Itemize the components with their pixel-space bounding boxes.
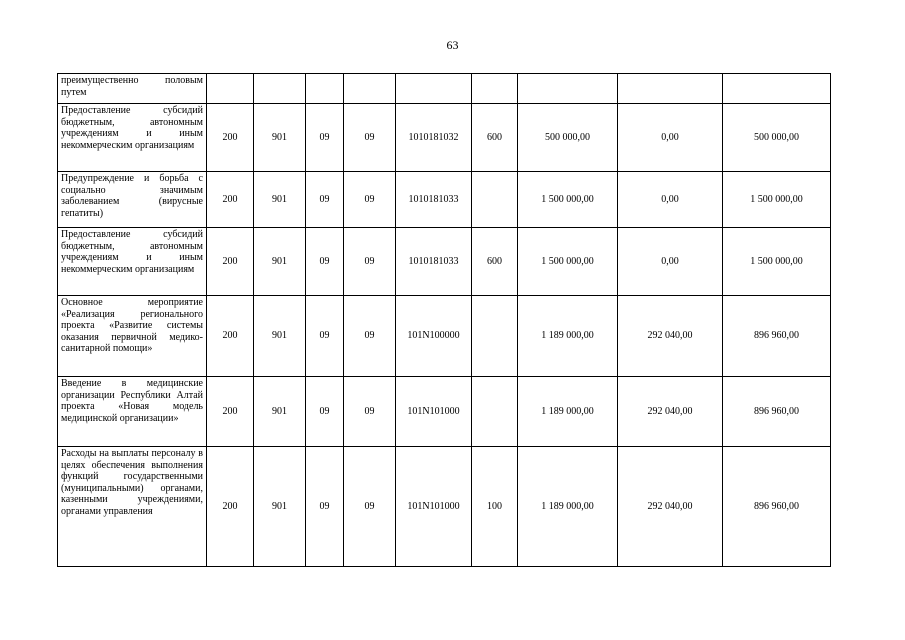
table-row [58,296,831,377]
cell-c7: 1 189 000,00 [518,296,618,377]
cell-c9: 896 960,00 [723,377,831,447]
cell-c4: 09 [344,172,396,228]
cell-c3: 09 [306,104,344,172]
cell-c1: 200 [207,104,254,172]
cell-c5: 101N101000 [396,377,472,447]
cell-c8: 292 040,00 [618,447,723,567]
row-name-cell: Предоставление субсидий бюджетным, автономным учреждениям и иным некоммерческим организациям [58,104,207,172]
cell-c4: 09 [344,447,396,567]
row-name-cell: Введение в медицинские организации Республики Алтай проекта «Новая модель медицинской организации» [58,377,207,447]
cell-c5: 1010181032 [396,104,472,172]
cell-c1: 200 [207,296,254,377]
cell-c1: 200 [207,228,254,296]
cell-c3: 09 [306,172,344,228]
cell-c1 [207,74,254,104]
cell-c2: 901 [254,228,306,296]
table-row [58,377,831,447]
cell-c2: 901 [254,296,306,377]
cell-c7: 1 189 000,00 [518,377,618,447]
cell-c1: 200 [207,172,254,228]
row-name-cell: преимущественно половым путем [58,74,207,104]
budget-table [57,73,831,567]
cell-c9: 1 500 000,00 [723,172,831,228]
cell-c8: 292 040,00 [618,377,723,447]
cell-c2: 901 [254,377,306,447]
cell-c3 [306,74,344,104]
cell-c8: 0,00 [618,228,723,296]
cell-c2 [254,74,306,104]
cell-c2: 901 [254,447,306,567]
row-name-cell: Расходы на выплаты персоналу в целях обеспечения выполнения функций государственными (муниципальными) органами, казенными учреждениями, органами управления [58,447,207,567]
cell-c3: 09 [306,377,344,447]
cell-c2: 901 [254,104,306,172]
cell-c1: 200 [207,447,254,567]
cell-c5: 1010181033 [396,172,472,228]
cell-c4: 09 [344,296,396,377]
cell-c4: 09 [344,228,396,296]
cell-c6 [472,377,518,447]
cell-c6 [472,296,518,377]
cell-c9: 500 000,00 [723,104,831,172]
row-name-cell: Предупреждение и борьба с социально значимым заболеванием (вирусные гепатиты) [58,172,207,228]
cell-c4: 09 [344,104,396,172]
cell-c7: 1 500 000,00 [518,228,618,296]
cell-c7: 1 500 000,00 [518,172,618,228]
table-row [58,172,831,228]
table-row [58,104,831,172]
cell-c8 [618,74,723,104]
cell-c5 [396,74,472,104]
page-number: 63 [446,38,459,52]
table-row [58,447,831,567]
cell-c4: 09 [344,377,396,447]
cell-c6: 600 [472,104,518,172]
cell-c1: 200 [207,377,254,447]
cell-c5: 101N100000 [396,296,472,377]
cell-c2: 901 [254,172,306,228]
row-name-cell: Предоставление субсидий бюджетным, автономным учреждениям и иным некоммерческим организациям [58,228,207,296]
row-name-cell: Основное мероприятие «Реализация регионального проекта «Развитие системы оказания первичной медико-санитарной помощи» [58,296,207,377]
cell-c7 [518,74,618,104]
cell-c3: 09 [306,447,344,567]
cell-c6 [472,74,518,104]
cell-c9: 896 960,00 [723,296,831,377]
cell-c9 [723,74,831,104]
cell-c3: 09 [306,228,344,296]
cell-c6: 600 [472,228,518,296]
cell-c8: 0,00 [618,172,723,228]
table-row [58,74,831,104]
cell-c8: 292 040,00 [618,296,723,377]
cell-c4 [344,74,396,104]
cell-c5: 1010181033 [396,228,472,296]
cell-c5: 101N101000 [396,447,472,567]
table-row [58,228,831,296]
cell-c6 [472,172,518,228]
cell-c8: 0,00 [618,104,723,172]
cell-c6: 100 [472,447,518,567]
cell-c3: 09 [306,296,344,377]
cell-c9: 896 960,00 [723,447,831,567]
cell-c7: 1 189 000,00 [518,447,618,567]
cell-c9: 1 500 000,00 [723,228,831,296]
cell-c7: 500 000,00 [518,104,618,172]
